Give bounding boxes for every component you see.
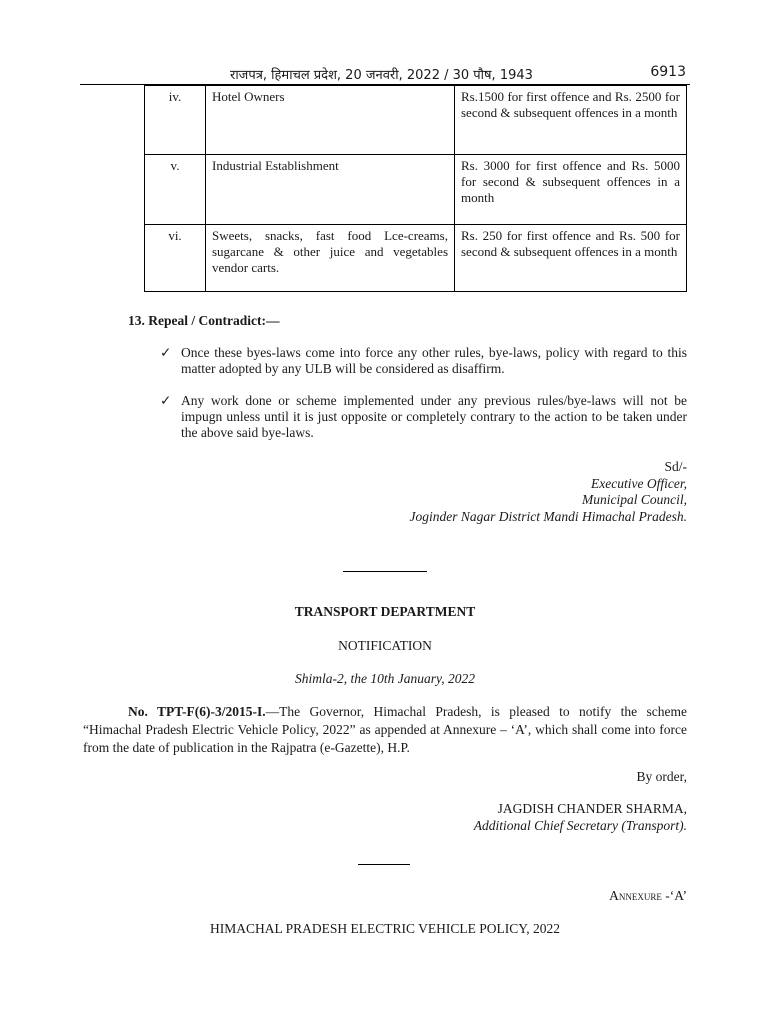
department-title: TRANSPORT DEPARTMENT <box>294 604 476 619</box>
sd-mark: Sd/- <box>664 459 687 474</box>
bullet-text: Any work done or scheme implemented under any previous rules/bye-laws will not be impugn unless until it is just opposite or completely contrary to the action to be taken under the above said bye-laws. <box>181 393 687 440</box>
repeal-heading: 13. Repeal / Contradict:— <box>128 313 280 328</box>
table-row <box>145 225 687 292</box>
fines-table <box>144 85 687 292</box>
row-fine: Rs. 3000 for first offence and Rs. 5000 for second & subsequent offences in a month <box>455 155 687 225</box>
bullet-text: Once these byes-laws come into force any other rules, bye-laws, policy with regard to this matter adopted by any ULB will be considered as disaffirm. <box>181 345 687 376</box>
notification-date: Shimla-2, the 10th January, 2022 <box>295 671 475 686</box>
row-category: Hotel Owners <box>206 86 455 155</box>
signatory-place: Joginder Nagar District Mandi Himachal Pradesh. <box>409 509 687 524</box>
row-fine: Rs.1500 for first offence and Rs. 2500 for second & subsequent offences in a month <box>455 86 687 155</box>
list-item <box>160 345 687 377</box>
signatory-name: JAGDISH CHANDER SHARMA, <box>497 801 687 816</box>
row-category: Industrial Establishment <box>206 155 455 225</box>
row-number: vi. <box>145 225 206 292</box>
table-row <box>145 155 687 225</box>
by-order: By order, <box>636 769 687 784</box>
section-divider <box>343 571 427 572</box>
row-fine: Rs. 250 for first offence and Rs. 500 for second & subsequent offences in a month <box>455 225 687 292</box>
row-number: v. <box>145 155 206 225</box>
table-row <box>145 86 687 155</box>
signatory-designation: Executive Officer, <box>591 476 687 491</box>
notification-body <box>83 703 687 757</box>
page-number: 6913 <box>650 64 686 80</box>
checkmark-icon: ✓ <box>160 393 172 408</box>
notification-title: NOTIFICATION <box>338 638 432 653</box>
section-divider <box>358 864 410 865</box>
order-number: No. TPT-F(6)-3/2015-I. <box>128 704 266 719</box>
signatory-title: Additional Chief Secretary (Transport). <box>473 818 687 833</box>
checkmark-icon: ✓ <box>160 345 172 360</box>
row-number: iv. <box>145 86 206 155</box>
gazette-header: राजपत्र, हिमाचल प्रदेश, 20 जनवरी, 2022 / 30 पौष, 1943 <box>230 68 533 83</box>
list-item <box>160 393 687 441</box>
signatory-office: Municipal Council, <box>582 492 687 507</box>
annexure-label: Annexure -‘A’ <box>609 888 687 903</box>
row-category: Sweets, snacks, fast food Lce-creams, sugarcane & other juice and vegetables vendor carts. <box>206 225 455 292</box>
body-text: —The Governor, Himachal Pradesh, is pleased to notify the scheme “Himachal Pradesh Electric Vehicle Policy, 2022” as appended at Annexure – ‘A’, which shall come into force from the date of publication in the Rajpatra (e-Gazette), H.P. <box>83 704 687 755</box>
policy-title: HIMACHAL PRADESH ELECTRIC VEHICLE POLICY, 2022 <box>209 921 560 936</box>
